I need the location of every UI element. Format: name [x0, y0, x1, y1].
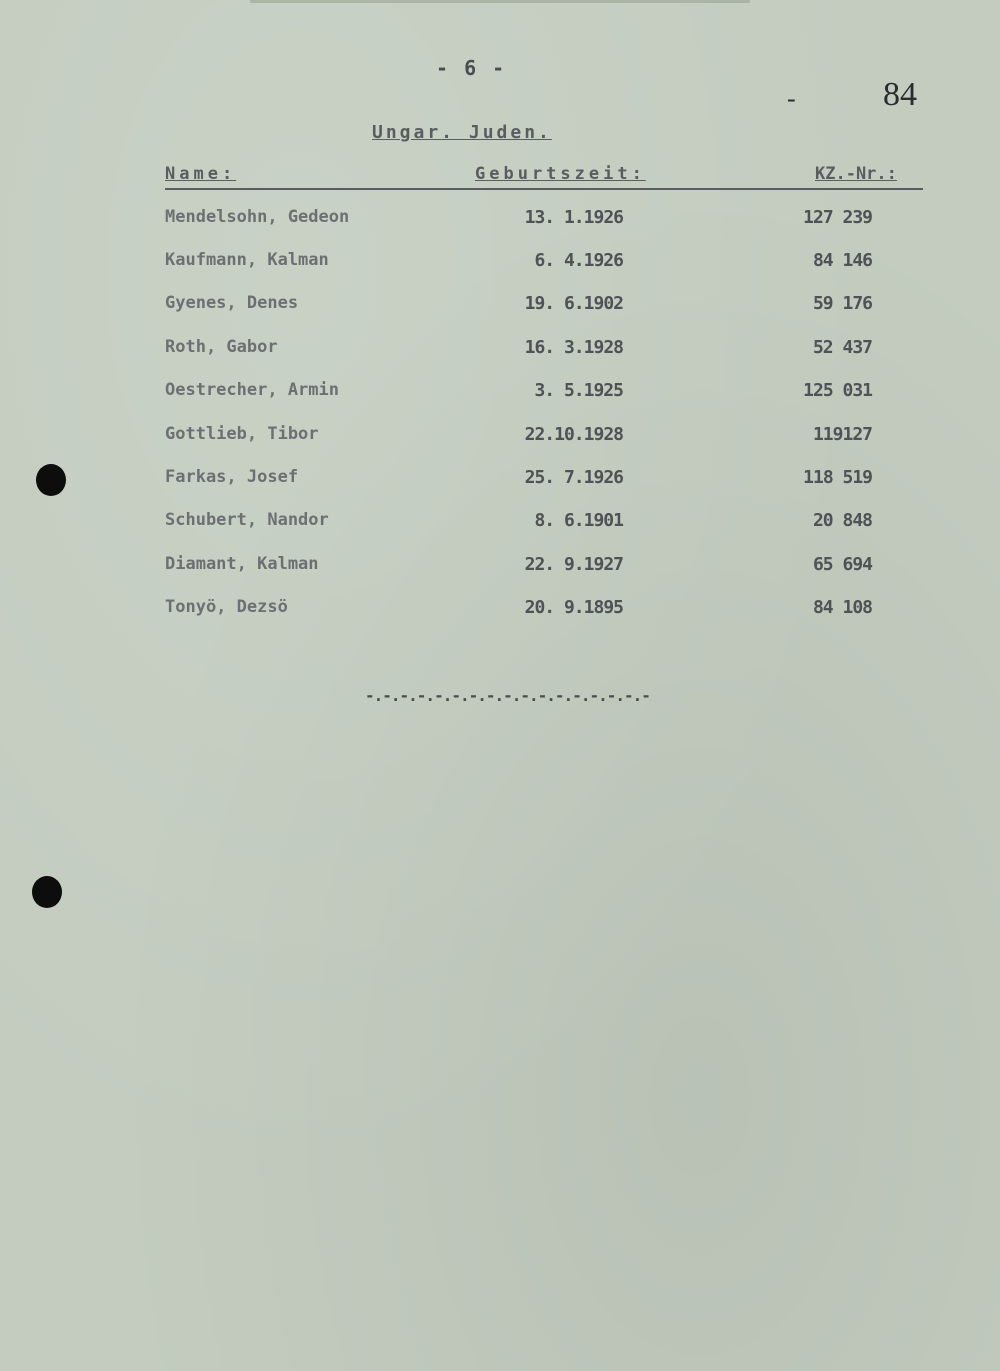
table-row: [0, 250, 1000, 280]
row-kz: 119127: [812, 424, 872, 445]
table-row: [0, 207, 1000, 237]
archive-number: 84: [883, 76, 917, 113]
row-name: Kaufmann, Kalman: [165, 250, 329, 270]
row-kz: 52 437: [812, 337, 872, 358]
table-row: [0, 293, 1000, 323]
row-name: Roth, Gabor: [165, 337, 278, 357]
row-name: Oestrecher, Armin: [165, 380, 339, 400]
row-name: Gottlieb, Tibor: [165, 424, 319, 444]
page-edge: [250, 0, 750, 3]
row-name: Gyenes, Denes: [165, 293, 299, 313]
row-kz: 127 239: [803, 207, 872, 228]
row-kz: 118 519: [803, 467, 872, 488]
row-kz: 84 146: [812, 250, 872, 271]
punch-hole: [32, 876, 62, 908]
page-number: - 6 -: [436, 56, 507, 80]
table-header: [165, 164, 923, 190]
row-name: Mendelsohn, Gedeon: [165, 207, 350, 227]
column-header-kz: KZ.-Nr.:: [815, 164, 897, 184]
section-title: Ungar. Juden.: [372, 122, 552, 143]
table-row: [0, 424, 1000, 454]
row-birth: 22. 9.1927: [524, 554, 623, 575]
row-kz: 84 108: [812, 597, 872, 618]
table-row: [0, 337, 1000, 367]
table-row: [0, 380, 1000, 410]
row-birth: 20. 9.1895: [524, 597, 623, 618]
row-birth: 6. 4.1926: [534, 250, 623, 271]
row-birth: 8. 6.1901: [534, 510, 623, 531]
archive-mark: -: [787, 84, 796, 113]
table-row: [0, 554, 1000, 584]
row-birth: 19. 6.1902: [524, 293, 623, 314]
column-header-birth: Geburtszeit:: [475, 164, 646, 184]
row-birth: 13. 1.1926: [524, 207, 623, 228]
row-name: Schubert, Nandor: [165, 510, 329, 530]
table-row: [0, 467, 1000, 497]
table-row: [0, 510, 1000, 540]
row-kz: 20 848: [812, 510, 872, 531]
row-birth: 16. 3.1928: [524, 337, 623, 358]
row-name: Farkas, Josef: [165, 467, 299, 487]
row-birth: 22.10.1928: [524, 424, 623, 445]
row-birth: 3. 5.1925: [534, 380, 623, 401]
end-rule: -.-.-.-.-.-.-.-.-.-.-.-.-.-.-.-.-: [365, 686, 650, 705]
row-kz: 125 031: [803, 380, 872, 401]
row-birth: 25. 7.1926: [524, 467, 623, 488]
row-kz: 65 694: [812, 554, 872, 575]
row-name: Tonyö, Dezsö: [165, 597, 288, 617]
row-kz: 59 176: [812, 293, 872, 314]
table-row: [0, 597, 1000, 627]
row-name: Diamant, Kalman: [165, 554, 319, 574]
column-header-name: Name:: [165, 164, 237, 184]
